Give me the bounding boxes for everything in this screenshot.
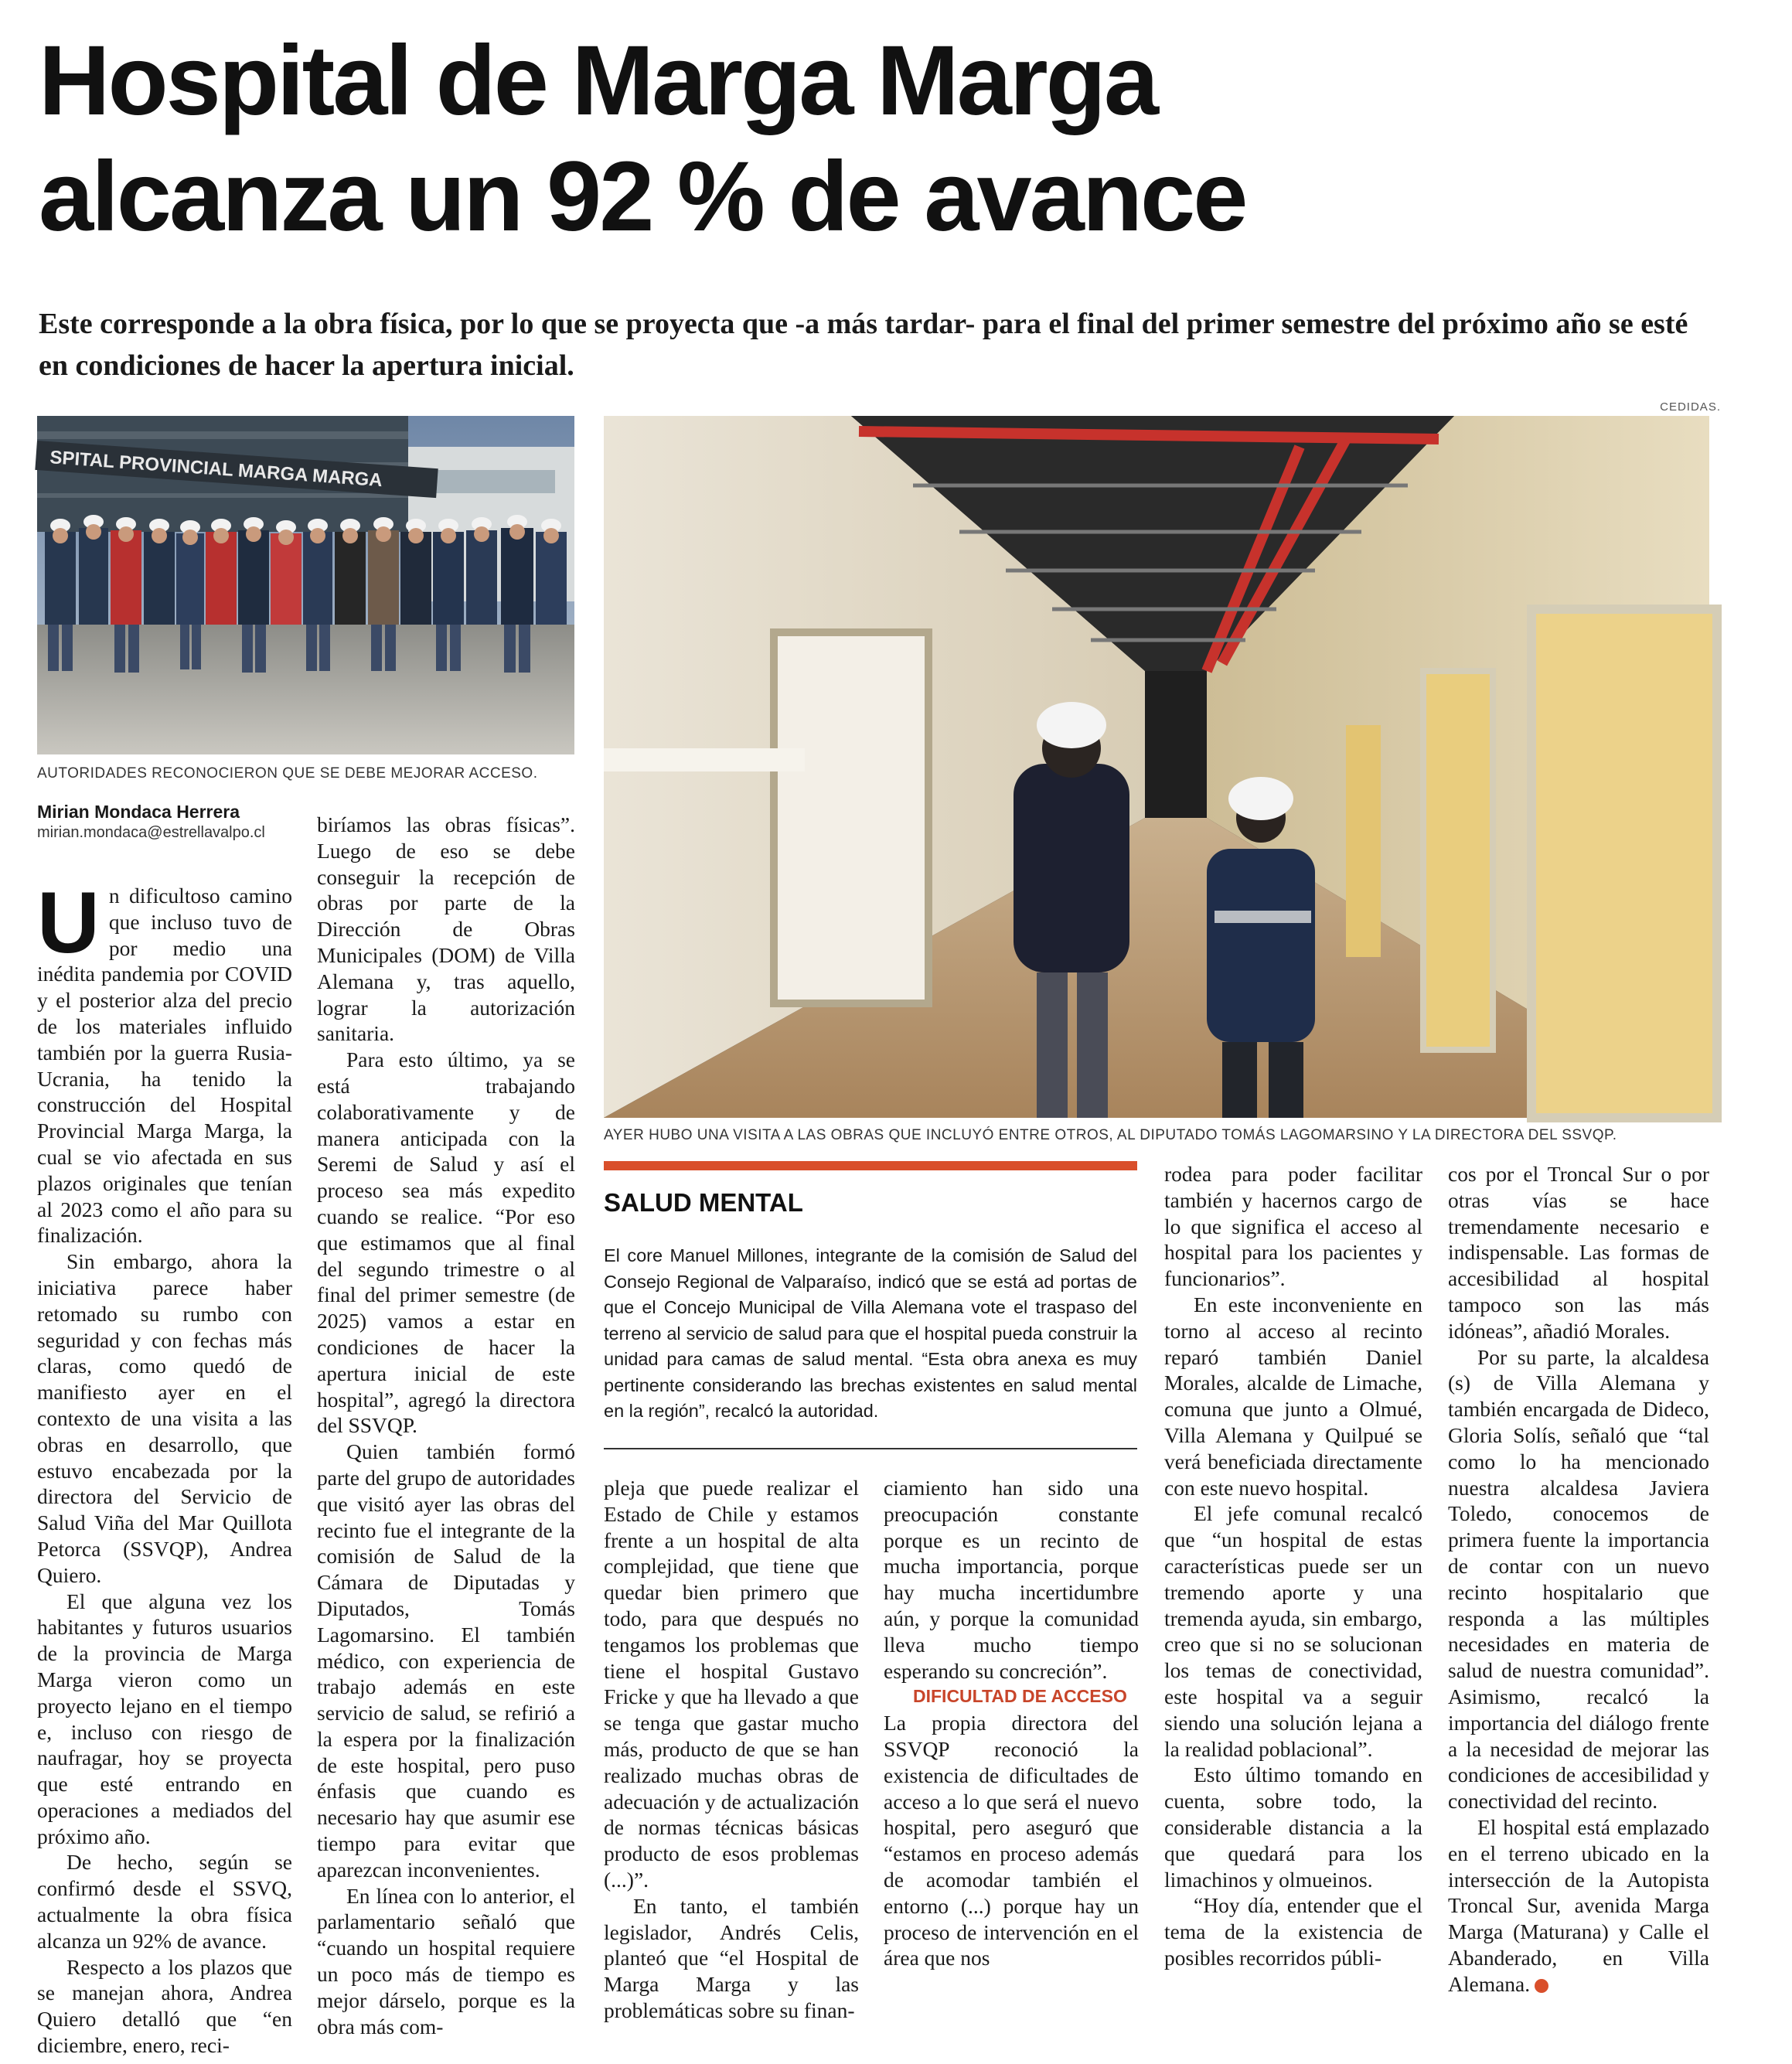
col4-paragraph-1: ciamiento han sido una preocupación constante porque es un recinto de mucha importancia, porque hay mucha incertidumbre aún, y porque la comunidad lleva mucho tiempo esperando su concreción”. [884,1476,1139,1683]
photo-hospital-corridor [604,416,1709,1118]
article-column-6 [1448,1161,1709,2042]
photo-group-visit [37,416,574,754]
col2-paragraph-2: Para esto último, ya se está trabajando colaborativamente y de manera anticipada con la Seremi de Salud y así el proceso sea más expedito cuando se realice. “Por eso que estimamos que al final del segundo trimestre o al final del primer semestre (de 2025) vamos a estar en condiciones de hacer la apertura inicial de este hospital”, agregó la directora del SSVQP. [317,1047,575,1438]
article-column-3 [604,1475,859,2042]
sidebar-bottom-rule [604,1448,1137,1449]
sidebar-text: El core Manuel Millones, integrante de la comisión de Salud del Consejo Regional de Valparaíso, indicó que se está ad portas de que el Concejo Municipal de Villa Alemana vote el traspaso del terreno al servicio de salud para que el hospital pueda construir la unidad para camas de salud mental. “Esta obra anexa es muy pertinente considerando las brechas existentes en salud mental en la región”, recalcó la autoridad. [604,1245,1137,1421]
col1-paragraph-1: Un dificultoso camino que incluso tuvo de por medio una inédita pandemia por COVID y el posterior alza del precio de los materiales influido también por la guerra Rusia-Ucrania, ha tenido la construcción del Hospital Provincial Marga Marga, la cual se vio afectada en sus plazos originales que tenían al 2023 como el año para su finalización. [37,874,292,1248]
col5-paragraph-2: En este inconveniente en torno al acceso al recinto reparó también Daniel Morales, alcalde de Limache, comuna que junto a Olmué, Villa Alemana y Quilpué se verá beneficiada directamente con este nuevo hospital. [1164,1292,1422,1500]
group-photo-illustration [37,416,574,754]
article-column-5 [1164,1161,1422,2042]
subhead-dificultad-acceso: DIFICULTAD DE ACCESO [913,1686,1127,1707]
col2-paragraph-1: biríamos las obras físicas”. Luego de eso se debe conseguir la recepción de obras por parte de la Dirección de Obras Municipales (DOM) de Villa Alemana y, tras aquello, lograr la autorización sanitaria. [317,812,575,1046]
col5-paragraph-3: El jefe comunal recalcó que “un hospital de estas características puede ser un tremendo aporte y una tremenda ayuda, sin embargo, creo que si no se solucionan los temas de conectividad, este hospital va a seguir siendo una solución lejana a la realidad poblacional”. [1164,1501,1422,1761]
sidebar-top-rule [604,1161,1137,1170]
caption-group-photo: AUTORIDADES RECONOCIERON QUE SE DEBE MEJORAR ACCESO. [37,765,538,782]
col3-paragraph-1: pleja que puede realizar el Estado de Chile y estamos frente a un hospital de alta complejidad, que tiene que quedar bien primero que todo, para que después no tengamos los problemas que tiene el hospital Gustavo Fricke y que ha llevado a que se tenga que gastar mucho más, producto de que se han realizado muchas obras de adecuación y de actualización de normas técnicas básicas producto de esos problemas (...)”. [604,1476,859,1892]
caption-corridor-photo: AYER HUBO UNA VISITA A LAS OBRAS QUE INCLUYÓ ENTRE OTROS, AL DIPUTADO TOMÁS LAGOMARSINO Y LA DIRECTORA DEL SSVQP. [604,1127,1617,1143]
col6-paragraph-3: El hospital está emplazado en el terreno ubicado en la intersección de la Autopista Troncal Sur, avenida Marga Marga (Maturana) y Calle el Abanderado, en Villa Alemana. [1448,1814,1709,1996]
end-of-article-icon [1535,1979,1548,1993]
deck: Este corresponde a la obra física, por lo que se proyecta que -a más tardar- para el final del primer semestre del próximo año se esté en condiciones de hacer la apertura inicial. [39,308,1688,382]
byline-name: Mirian Mondaca Herrera [37,802,240,822]
article-column-1 [37,874,292,2058]
hospital-sign: SPITAL PROVINCIAL MARGA MARGA [49,447,383,492]
col1-paragraph-4: De hecho, según se confirmó desde el SSVQ, actualmente la obra física alcanza un 92% de avance. [37,1850,292,1953]
article-column-4 [884,1475,1139,2042]
col5-paragraph-5: “Hoy día, entender que el tema de la existencia de posibles recorridos públi- [1164,1893,1422,1970]
drop-cap: U [37,874,100,971]
col3-paragraph-2: En tanto, el también legislador, Andrés Celis, planteó que “el Hospital de Marga Marga y las problemáticas sobre su finan- [604,1893,859,2022]
corridor-photo-illustration [604,416,1709,1118]
col1-paragraph-5: Respecto a los plazos que se manejan ahora, Andrea Quiero detalló que “en diciembre, enero, reci- [37,1954,292,2058]
col2-paragraph-3: Quien también formó parte del grupo de autoridades que visitó ayer las obras del recinto fue el integrante de la comisión de Salud de la Cámara de Diputadas y Diputados, Tomás Lagomarsino. El también médico, con experiencia de trabajo además en este servicio de salud, se refirió a la espera por la finalización de este hospital, pero puso énfasis que cuando es necesario hay que asumir ese tiempo para evitar que aparezcan inconvenientes. [317,1439,575,1882]
col2-paragraph-4: En línea con lo anterior, el parlamentario señaló que “cuando un hospital requiere un poco más de tiempo es mejor dárselo, porque es la obra más com- [317,1883,575,2038]
col1-paragraph-3: El que alguna vez los habitantes y futuros usuarios de la provincia de Marga Marga vieron como un proyecto lejano en el tiempo e, incluso con riesgo de naufragar, hoy se proyecta que esté entrando en operaciones a mediados del próximo año. [37,1589,292,1848]
right-door-yellow [1531,609,1717,1118]
col5-paragraph-4: Esto último tomando en cuenta, sobre todo, la considerable distancia a la que quedará para los limachinos y olmueinos. [1164,1763,1422,1892]
sidebar-title: SALUD MENTAL [604,1188,803,1217]
photo-credit: CEDIDAS. [1660,400,1721,414]
article-column-2 [317,812,575,2042]
col6-paragraph-2: Por su parte, la alcaldesa (s) de Villa Alemana y también encargada de Dideco, Gloria Solís, señaló que “tal como lo ha mencionado nuestra alcaldesa Javiera Toledo, conocemos de primera fuente la importancia de contar con un nuevo recinto hospitalario que responda a las múltiples necesidades en materia de salud de nuestra comunidad”. Asimismo, recalcó la importancia del diálogo frente a la necesidad de mejorar las condiciones de accesibilidad y conectividad del recinto. [1448,1344,1709,1814]
col4-paragraph-2: La propia directora del SSVQP reconoció la existencia de dificultades de acceso a lo que será el nuevo hospital, pero aseguró que “estamos en proceso además de acomodar también el entorno (...) porque hay un proceso de intervención en el área que nos [884,1711,1139,1970]
col6-paragraph-1: cos por el Troncal Sur o por otras vías se hace tremendamente necesario e indispensable. Las formas de accesibilidad al hospital tampoco son las más idóneas”, añadió Morales. [1448,1162,1709,1343]
col5-paragraph-1: rodea para poder facilitar también y hacernos cargo de lo que significa el acceso al hospital para los pacientes y funcionarios”. [1164,1162,1422,1291]
headline-line-1: Hospital de Marga Marga [39,26,1157,136]
left-door [774,632,928,1003]
byline-email[interactable]: mirian.mondaca@estrellavalpo.cl [37,824,265,841]
headline [39,23,1508,255]
headline-line-2: alcanza un 92 % de avance [39,141,1246,252]
col1-paragraph-2: Sin embargo, ahora la iniciativa parece haber retomado su rumbo con seguridad y con fechas más claras, como quedó de manifiesto ayer en el contexto de una visita a las obras en desarrollo, que estuvo encabezada por la directora del Servicio de Salud Viña del Mar Quillota Petorca (SSVQP), Andrea Quiero. [37,1249,292,1587]
